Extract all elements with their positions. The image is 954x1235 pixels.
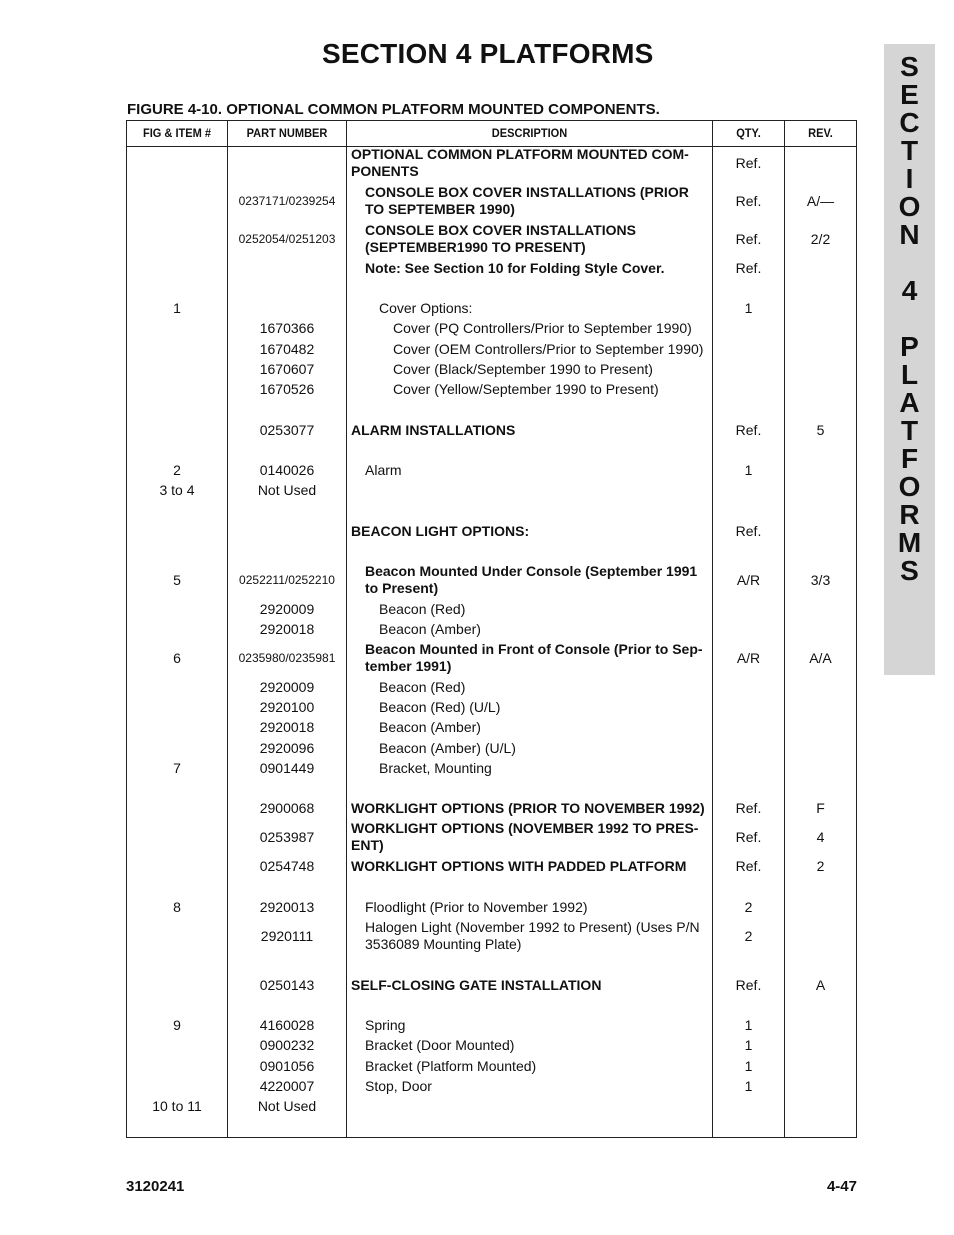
rev-cell: A (815, 976, 826, 993)
side-tab-letter: S (900, 51, 919, 82)
description-cell (365, 1078, 432, 1095)
rev-cell: 5 (816, 421, 825, 438)
description-line: Beacon Mounted Under Console (September 1991 (365, 563, 698, 579)
part-number-cell: 2920009 (259, 600, 315, 617)
fig-item-cell: 8 (173, 898, 181, 915)
fig-item-cell: 2 (173, 461, 181, 478)
qty-cell: 1 (744, 461, 753, 478)
fig-item-cell: 10 to 11 (152, 1097, 202, 1114)
side-tab-letter: C (899, 107, 920, 138)
description-cell (351, 422, 515, 439)
description-line: ALARM INSTALLATIONS (351, 421, 516, 438)
page-number: 4-47 (826, 1178, 857, 1195)
description-line: Spring (365, 1016, 406, 1033)
fig-item-cell: 6 (173, 649, 181, 666)
rev-cell: A/A (809, 649, 832, 666)
part-number-cell: 0250143 (259, 976, 315, 993)
description-line: Beacon (Red) (U/L) (379, 698, 501, 715)
description-line: Bracket (Door Mounted) (365, 1036, 515, 1053)
side-tab-letter: T (900, 415, 919, 446)
description-line: Cover (Yellow/September 1990 to Present) (393, 380, 659, 397)
part-number-cell: 0252054/0251203 (238, 231, 336, 246)
part-number-cell: 1670526 (259, 380, 315, 397)
description-line: Beacon Mounted in Front of Console (Prior to Sep- (365, 641, 703, 657)
description-line: Cover Options: (379, 299, 473, 316)
qty-cell: 1 (744, 1016, 753, 1033)
description-cell (351, 523, 529, 540)
qty-cell: Ref. (735, 421, 762, 438)
part-number-cell: 4160028 (259, 1016, 315, 1033)
description-cell (379, 601, 465, 618)
description-line: SELF-CLOSING GATE INSTALLATION (351, 976, 602, 993)
description-cell (365, 899, 588, 916)
side-tab-letter: I (905, 163, 914, 194)
rev-cell: 4 (816, 828, 825, 845)
description-line: CONSOLE BOX COVER INSTALLATIONS (365, 222, 636, 238)
part-number-cell: 0140026 (259, 461, 315, 478)
description-cell (379, 699, 500, 716)
description-cell (365, 184, 689, 218)
side-tab-letter: O (898, 191, 921, 222)
description-line: OPTIONAL COMMON PLATFORM MOUNTED COM- (351, 146, 689, 162)
part-number-cell: 0253077 (259, 421, 315, 438)
description-cell (351, 800, 705, 817)
header-fig-item: FIG & ITEM # (142, 126, 212, 140)
description-cell (365, 1037, 514, 1054)
description-line: tember 1991) (365, 658, 452, 674)
description-cell (365, 222, 636, 256)
part-number-cell: 2900068 (259, 799, 315, 816)
description-cell (351, 977, 601, 994)
header-description: DESCRIPTION (491, 126, 568, 140)
description-line: 3536089 Mounting Plate) (365, 936, 522, 952)
part-number-cell: Not Used (257, 481, 317, 498)
description-line: WORKLIGHT OPTIONS (PRIOR TO NOVEMBER 1992) (351, 799, 705, 816)
description-line: Beacon (Amber) (U/L) (379, 739, 516, 756)
rev-cell: 2/2 (810, 230, 831, 247)
description-cell (351, 146, 689, 180)
description-line: to Present) (365, 580, 439, 596)
description-line: Cover (Black/September 1990 to Present) (393, 360, 653, 377)
qty-cell: Ref. (735, 799, 762, 816)
qty-cell: A/R (736, 649, 761, 666)
qty-cell: A/R (736, 571, 761, 588)
description-line: WORKLIGHT OPTIONS WITH PADDED PLATFORM (351, 857, 687, 874)
rev-cell: F (816, 799, 825, 816)
description-line: BEACON LIGHT OPTIONS: (351, 522, 530, 539)
description-cell (379, 621, 481, 638)
qty-cell: Ref. (735, 192, 762, 209)
part-number-cell: 2920018 (259, 620, 315, 637)
description-cell (379, 300, 472, 317)
column-divider (346, 121, 347, 1137)
description-cell (365, 1017, 405, 1034)
description-cell (351, 820, 698, 854)
part-number-cell: 0252211/0252210 (239, 572, 335, 587)
side-tab-letter: A (899, 387, 920, 418)
side-tab-letter: 4 (901, 275, 918, 306)
side-tab-letter: N (899, 219, 920, 250)
fig-item-cell: 9 (173, 1016, 181, 1033)
side-tab-letter: F (900, 443, 919, 474)
description-line: TO SEPTEMBER 1990) (365, 201, 515, 217)
qty-cell: 1 (744, 1077, 753, 1094)
rev-cell: 2 (816, 857, 825, 874)
description-cell (379, 679, 465, 696)
description-line: Floodlight (Prior to November 1992) (365, 898, 588, 915)
description-line: Alarm (365, 461, 402, 478)
description-line: (SEPTEMBER1990 TO PRESENT) (365, 239, 586, 255)
part-number-cell: 0901449 (259, 759, 315, 776)
qty-cell: 1 (744, 1036, 753, 1053)
header-qty: QTY. (736, 126, 761, 140)
description-cell (365, 260, 665, 277)
description-line: Beacon (Red) (379, 600, 466, 617)
qty-cell: Ref. (735, 522, 762, 539)
qty-cell: Ref. (735, 154, 762, 171)
description-cell (365, 563, 697, 597)
description-cell (393, 320, 692, 337)
part-number-cell: 1670366 (259, 319, 315, 336)
side-tab-letter: E (900, 79, 919, 110)
part-number-cell: 2920013 (259, 898, 315, 915)
document-number: 3120241 (126, 1178, 185, 1195)
description-cell (351, 858, 686, 875)
description-cell (393, 381, 659, 398)
side-tab-letter: S (900, 555, 919, 586)
fig-item-cell: 5 (173, 571, 181, 588)
side-tab-letter: P (900, 331, 919, 362)
part-number-cell: 2920096 (259, 739, 315, 756)
side-tab-letter: T (900, 135, 919, 166)
part-number-cell: Not Used (257, 1097, 317, 1114)
description-cell (379, 740, 516, 757)
qty-cell: Ref. (735, 828, 762, 845)
qty-cell: Ref. (735, 259, 762, 276)
side-tab-letter: R (899, 499, 920, 530)
part-number-cell: 4220007 (259, 1077, 315, 1094)
description-line: Note: See Section 10 for Folding Style Cover. (365, 259, 665, 276)
description-cell (365, 462, 402, 479)
description-line: Beacon (Amber) (379, 718, 481, 735)
description-line: CONSOLE BOX COVER INSTALLATIONS (PRIOR (365, 184, 689, 200)
qty-cell: Ref. (735, 976, 762, 993)
description-line: Cover (OEM Controllers/Prior to September 1990) (393, 340, 704, 357)
qty-cell: Ref. (735, 230, 762, 247)
qty-cell: 2 (744, 927, 753, 944)
part-number-cell: 2920018 (259, 718, 315, 735)
part-number-cell: 2920100 (259, 698, 315, 715)
qty-cell: 1 (744, 1057, 753, 1074)
description-line: Beacon (Red) (379, 678, 466, 695)
part-number-cell: 0235980/0235981 (238, 650, 336, 665)
qty-cell: 1 (744, 299, 753, 316)
description-line: ENT) (351, 837, 384, 853)
figure-title: FIGURE 4-10. OPTIONAL COMMON PLATFORM MOUNTED COMPONENTS. (127, 101, 660, 118)
description-line: PONENTS (351, 163, 419, 179)
description-cell (365, 1058, 536, 1075)
description-cell (365, 641, 703, 675)
part-number-cell: 1670482 (259, 340, 315, 357)
fig-item-cell: 3 to 4 (159, 481, 195, 498)
description-line: Beacon (Amber) (379, 620, 481, 637)
parts-table (126, 120, 857, 1138)
description-cell (379, 719, 481, 736)
part-number-cell: 0900232 (259, 1036, 315, 1053)
part-number-cell: 0237171/0239254 (238, 193, 336, 208)
part-number-cell: 2920111 (260, 927, 314, 944)
description-line: Bracket, Mounting (379, 759, 492, 776)
description-cell (365, 919, 700, 953)
fig-item-cell: 1 (173, 299, 181, 316)
page-title: SECTION 4 PLATFORMS (322, 38, 654, 69)
header-rev: REV. (808, 126, 833, 140)
description-cell (393, 341, 703, 358)
part-number-cell: 0253987 (259, 828, 315, 845)
header-part-number: PART NUMBER (246, 126, 328, 140)
part-number-cell: 1670607 (259, 360, 315, 377)
qty-cell: Ref. (735, 857, 762, 874)
qty-cell: 2 (744, 898, 753, 915)
fig-item-cell: 7 (173, 759, 181, 776)
description-cell (393, 361, 653, 378)
description-line: Cover (PQ Controllers/Prior to September 1990) (393, 319, 692, 336)
description-line: WORKLIGHT OPTIONS (NOVEMBER 1992 TO PRES- (351, 820, 699, 836)
section-side-tab (884, 44, 935, 675)
side-tab-letter: M (897, 527, 922, 558)
part-number-cell: 0254748 (259, 857, 315, 874)
description-line: Halogen Light (November 1992 to Present) (Uses P/N (365, 919, 700, 935)
description-line: Stop, Door (365, 1077, 432, 1094)
side-tab-letter: L (900, 359, 919, 390)
side-tab-letter: O (898, 471, 921, 502)
description-line: Bracket (Platform Mounted) (365, 1057, 537, 1074)
part-number-cell: 2920009 (259, 678, 315, 695)
description-cell (379, 760, 492, 777)
part-number-cell: 0901056 (259, 1057, 315, 1074)
rev-cell: 3/3 (810, 571, 831, 588)
rev-cell: A/— (806, 192, 835, 209)
